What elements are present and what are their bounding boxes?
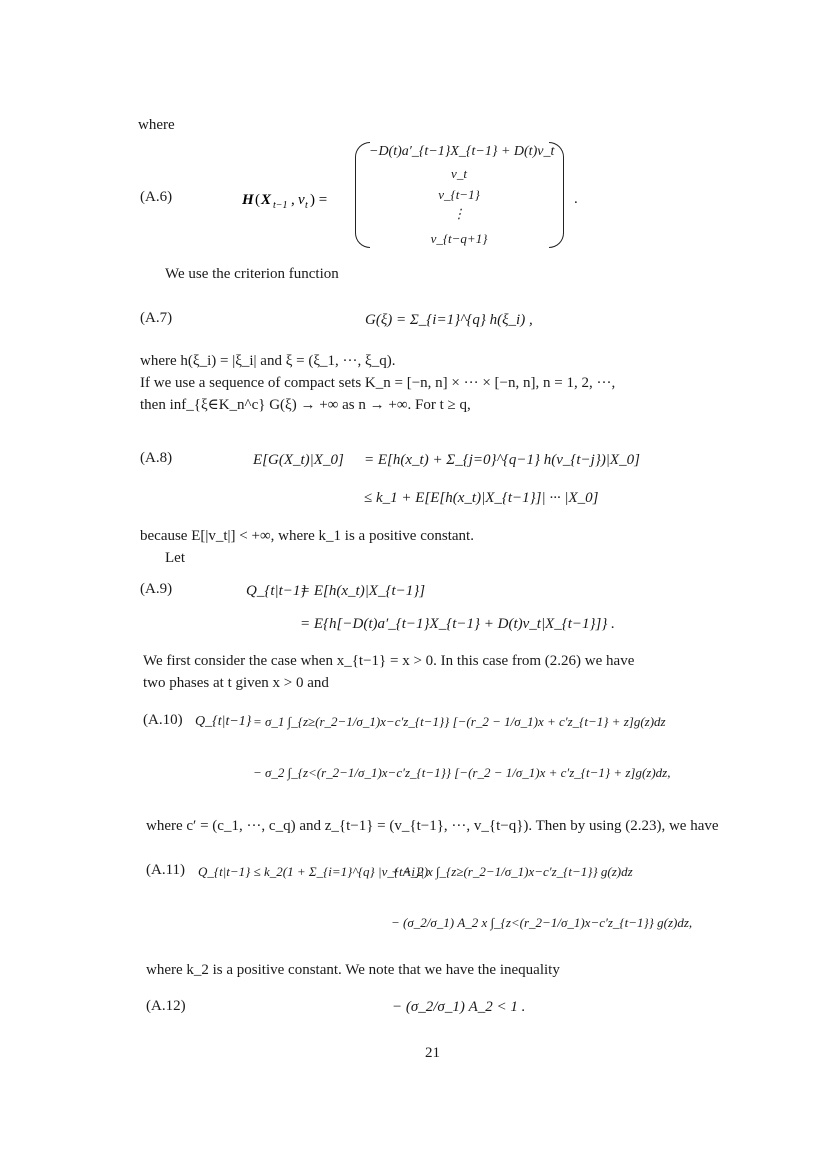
eq-label-a10: (A.10) bbox=[143, 712, 183, 728]
a10-row-2: − σ_2 ∫_{z<(r_2−1/σ_1)x−c′z_{t−1}} [−(r_2 − 1/σ_1)x + c′z_{t−1} + z]g(z)dz, bbox=[253, 765, 671, 780]
equation-a6-lhs bbox=[242, 186, 352, 216]
line-first-1: We first consider the case when x_{t−1} = x > 0. In this case from (2.26) we have bbox=[143, 653, 635, 669]
a11-row-2: − (σ_2/σ_1) A_2 x ∫_{z<(r_2−1/σ_1)x−c′z_{t−1}} g(z)dz, bbox=[391, 915, 693, 930]
line-because: because E[|v_t|] < +∞, where k_1 is a positive constant. bbox=[140, 528, 474, 544]
svg-text:t: t bbox=[305, 200, 308, 211]
line-where-h: where h(ξ_i) = |ξ_i| and ξ = (ξ_1, ···, ξ_q). bbox=[140, 353, 396, 369]
a9-lhs: Q_{t|t−1} bbox=[246, 583, 307, 599]
where-label: where bbox=[138, 117, 175, 133]
a10-row-1: = σ_1 ∫_{z≥(r_2−1/σ_1)x−c′z_{t−1}} [−(r_2 − 1/σ_1)x + c′z_{t−1} + z]g(z)dz bbox=[253, 714, 666, 729]
equation-a7: G(ξ) = Σ_{i=1}^{q} h(ξ_i) , bbox=[365, 312, 533, 328]
equation-a12: − (σ_2/σ_1) A_2 < 1 . bbox=[392, 999, 526, 1015]
a11-lhs: Q_{t|t−1} ≤ k_2(1 + Σ_{i=1}^{q} |v_{t−i}|) bbox=[198, 864, 429, 879]
a6-row-3: v_{t−1} bbox=[438, 187, 480, 202]
line-if: If we use a sequence of compact sets K_n = [−n, n] × ··· × [−n, n], n = 1, 2, ···, bbox=[140, 375, 616, 391]
svg-text:) =: ) = bbox=[310, 192, 328, 208]
a6-row-1: −D(t)a′_{t−1}X_{t−1} + D(t)v_t bbox=[369, 144, 555, 159]
eq-label-a7: (A.7) bbox=[140, 310, 173, 326]
a6-lhs-math bbox=[242, 186, 352, 212]
svg-text:X: X bbox=[261, 192, 272, 208]
eq-label-a8: (A.8) bbox=[140, 450, 173, 466]
a8-lhs: E[G(X_t)|X_0] bbox=[253, 452, 344, 468]
criterion-text: We use the criterion function bbox=[165, 266, 339, 282]
a6-left-paren bbox=[355, 142, 370, 248]
line-first-2: two phases at t given x > 0 and bbox=[143, 675, 329, 691]
a9-row-2: = E{h[−D(t)a′_{t−1}X_{t−1} + D(t)v_t|X_{t−1}]} . bbox=[300, 616, 615, 632]
eq-label-a11: (A.11) bbox=[146, 862, 186, 878]
line-then: then inf_{ξ∈K_n^c} G(ξ) → +∞ as n → +∞. For t ≥ q, bbox=[140, 397, 471, 413]
line-where-k2: where k_2 is a positive constant. We note that we have the inequality bbox=[146, 962, 560, 978]
page-number: 21 bbox=[425, 1045, 440, 1061]
a10-lhs: Q_{t|t−1} bbox=[195, 714, 252, 729]
a6-row-4: ⋮ bbox=[452, 206, 466, 221]
a8-row-2: ≤ k_1 + E[E[h(x_t)|X_{t−1}]| ··· |X_0] bbox=[364, 490, 599, 506]
a6-tail: . bbox=[574, 191, 578, 207]
a11-row-1: + A_2 x ∫_{z≥(r_2−1/σ_1)x−c′z_{t−1}} g(z)dz bbox=[391, 864, 633, 879]
svg-text:t−1: t−1 bbox=[273, 200, 288, 211]
line-let: Let bbox=[165, 550, 185, 566]
eq-label-a6: (A.6) bbox=[140, 189, 173, 205]
a9-row-1: = E[h(x_t)|X_{t−1}] bbox=[300, 583, 426, 599]
svg-text:,: , bbox=[291, 192, 295, 208]
eq-label-a12: (A.12) bbox=[146, 998, 186, 1014]
eq-label-a9: (A.9) bbox=[140, 581, 173, 597]
svg-text:H: H bbox=[242, 192, 254, 208]
svg-text:v: v bbox=[298, 192, 305, 208]
svg-text:(: ( bbox=[255, 192, 260, 208]
a6-row-5: v_{t−q+1} bbox=[430, 231, 488, 246]
a6-row-2: v_t bbox=[451, 166, 467, 181]
a8-row-1: = E[h(x_t) + Σ_{j=0}^{q−1} h(v_{t−j})|X_0] bbox=[364, 452, 640, 468]
line-where-c: where c′ = (c_1, ···, c_q) and z_{t−1} = (v_{t−1}, ···, v_{t−q}). Then by using (2.23), we have bbox=[146, 818, 719, 834]
